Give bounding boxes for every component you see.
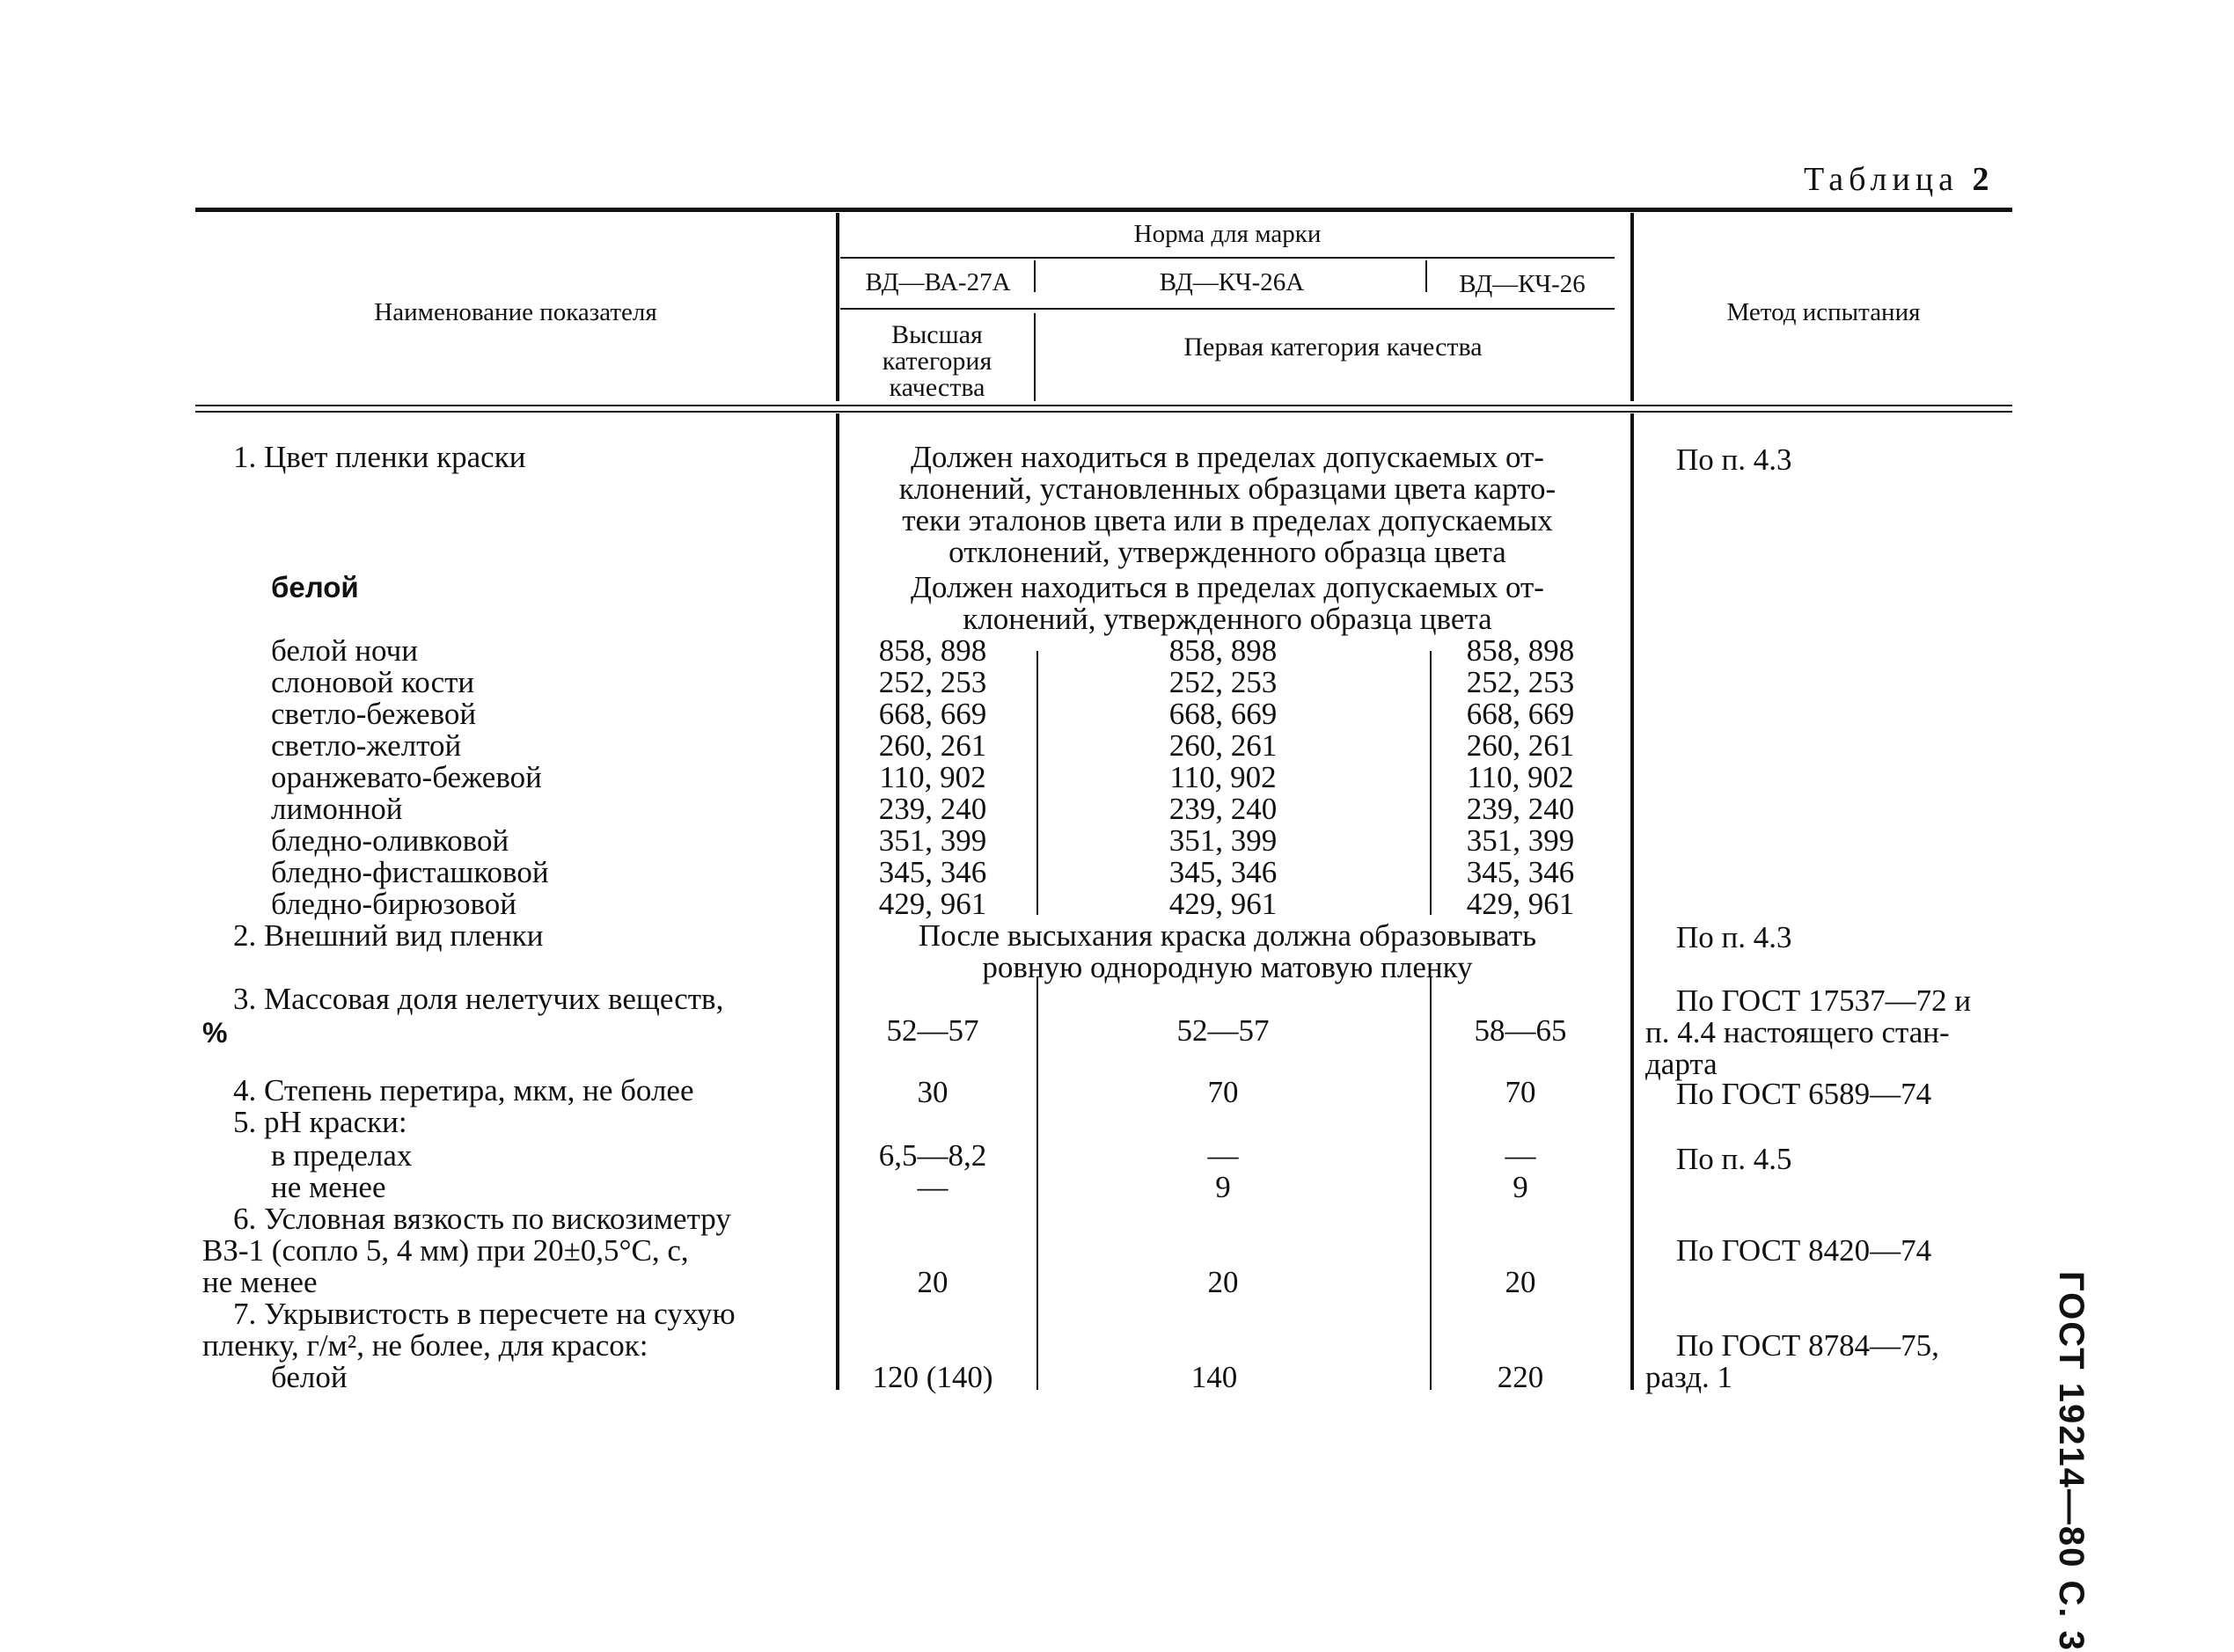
header-method: Метод испытания <box>1726 298 1921 326</box>
value-brand-1: 6,5—8,2 <box>878 1138 987 1173</box>
white-norm-line: клонений, утвержденного образца цвета <box>963 602 1492 636</box>
row3-method <box>1645 985 1971 1080</box>
row3-method-line: дарта <box>1645 1047 1718 1081</box>
value-brand-1: 351, 399 <box>878 823 987 858</box>
row1-norm-line: Должен находиться в пределах допускаемых от- <box>911 440 1544 474</box>
row1-norm-text <box>840 442 1615 568</box>
value-brand-3: 20 <box>1505 1265 1536 1299</box>
row2-label: 2. Внешний вид пленки <box>233 918 544 953</box>
value-brand-2: 20 <box>1207 1265 1239 1299</box>
brand-divider-1 <box>1034 260 1036 292</box>
value-brand-3: 70 <box>1505 1075 1536 1109</box>
value-brand-1: 345, 346 <box>878 855 987 889</box>
category-divider <box>1034 313 1036 401</box>
row7-label-line: 7. Укрывистость в пересчете на сухую <box>233 1297 736 1331</box>
header-category-first: Первая категория качества <box>1183 333 1483 362</box>
value-brand-1: 20 <box>917 1265 949 1299</box>
white-norm-line: Должен находиться в пределах допускаемых от- <box>911 570 1544 604</box>
value-brand-3: 429, 961 <box>1466 887 1575 921</box>
row4-label: 4. Степень перетира, мкм, не более <box>233 1073 694 1107</box>
value-brand-2: — <box>1207 1138 1239 1173</box>
row3-method-line: По ГОСТ 17537—72 и <box>1676 983 1972 1018</box>
table-row <box>0 888 2234 920</box>
table-row <box>0 635 2234 667</box>
table-row <box>0 793 2234 825</box>
value-brand-1: — <box>917 1170 949 1204</box>
value-brand-1: 110, 902 <box>879 760 986 794</box>
row7-sub-label: белой <box>271 1360 348 1394</box>
color-name: слоновой кости <box>271 665 475 699</box>
table-row <box>0 667 2234 698</box>
value-brand-2: 260, 261 <box>1168 728 1278 763</box>
value-brand-2: 858, 898 <box>1168 633 1278 668</box>
row3-method-line: п. 4.4 настоящего стан- <box>1645 1015 1950 1049</box>
row1-label: 1. Цвет пленки краски <box>233 440 526 474</box>
row2-norm-line: После высыхания краска должна образовывать <box>918 918 1537 953</box>
header-bottom-rule-1 <box>195 405 2012 406</box>
value-brand-1: 668, 669 <box>878 697 987 731</box>
table-row <box>0 762 2234 793</box>
row6-label-line: ВЗ-1 (сопло 5, 4 мм) при 20±0,5°С, с, <box>202 1233 689 1268</box>
value-brand-3: 239, 240 <box>1466 792 1575 826</box>
value-brand-3: 260, 261 <box>1466 728 1575 763</box>
row1-method: По п. 4.3 <box>1676 442 1792 477</box>
row2-norm-text <box>840 920 1615 983</box>
row1-norm-line: отклонений, утвержденного образца цвета <box>949 535 1506 569</box>
header-norm: Норма для марки <box>1133 220 1322 248</box>
value-brand-2: 9 <box>1215 1170 1231 1204</box>
table-title <box>1804 160 1989 199</box>
table-top-rule <box>195 208 2012 212</box>
table-row <box>0 730 2234 762</box>
value-brand-3: 110, 902 <box>1467 760 1574 794</box>
color-name: лимонной <box>271 792 403 826</box>
row6-label-line: не менее <box>202 1265 318 1299</box>
value-brand-3: 351, 399 <box>1466 823 1575 858</box>
row1-norm-line: клонений, установленных образцами цвета карто- <box>898 471 1556 506</box>
row6-label-line: 6. Условная вязкость по вискозиметру <box>233 1202 731 1236</box>
ph-sub-label: в пределах <box>271 1138 413 1173</box>
value-brand-1: 52—57 <box>886 1013 979 1048</box>
value-brand-2: 668, 669 <box>1168 697 1278 731</box>
table-row <box>0 825 2234 857</box>
value-brand-1: 120 (140) <box>872 1360 993 1394</box>
color-name: белой ночи <box>271 633 418 668</box>
row3-label-line1: 3. Массовая доля нелетучих веществ, <box>233 982 724 1016</box>
header-brand-3: ВД—КЧ-26 <box>1459 270 1586 298</box>
header-brand-2: ВД—КЧ-26А <box>1159 268 1305 296</box>
value-brand-1: 252, 253 <box>878 665 987 699</box>
value-brand-2: 110, 902 <box>1169 760 1277 794</box>
value-brand-3: 220 <box>1497 1360 1544 1394</box>
row5-method: По п. 4.5 <box>1676 1142 1792 1176</box>
color-name: оранжевато-бежевой <box>271 760 542 794</box>
side-page-stamp: ГОСТ 19214—80 С. 3 <box>2052 1271 2091 1652</box>
value-brand-2: 70 <box>1207 1075 1239 1109</box>
row3-label-line2: % <box>202 1017 228 1049</box>
color-name: бледно-оливковой <box>271 823 509 858</box>
value-brand-2: 351, 399 <box>1168 823 1278 858</box>
value-brand-2: 52—57 <box>1176 1013 1270 1048</box>
header-indicator-name: Наименование показателя <box>374 298 657 326</box>
color-name: светло-желтой <box>271 728 462 763</box>
row7-label-line: пленку, г/м², не более, для красок: <box>202 1328 648 1363</box>
table-row <box>0 1140 2234 1172</box>
row1-norm-line: теки эталонов цвета или в пределах допускаемых <box>902 503 1553 537</box>
white-label: белой <box>271 571 359 603</box>
table-row <box>0 1267 2234 1298</box>
value-brand-2: 429, 961 <box>1168 887 1278 921</box>
table-row <box>0 698 2234 730</box>
row7-method-line: По ГОСТ 8784—75, <box>1676 1328 1939 1363</box>
value-brand-2: 140 <box>1190 1360 1238 1394</box>
row7-method <box>1645 1330 1939 1393</box>
header-category-high: Высшая категория качества <box>882 320 992 402</box>
row6-method: По ГОСТ 8420—74 <box>1676 1233 1932 1268</box>
value-brand-2: 239, 240 <box>1168 792 1278 826</box>
white-norm-text <box>840 572 1615 635</box>
value-brand-3: 58—65 <box>1474 1013 1567 1048</box>
value-brand-2: 345, 346 <box>1168 855 1278 889</box>
color-name: бледно-бирюзовой <box>271 887 516 921</box>
color-name: светло-бежевой <box>271 697 477 731</box>
value-brand-1: 858, 898 <box>878 633 987 668</box>
header-divider-right <box>1630 213 1634 401</box>
table-row <box>0 1172 2234 1203</box>
value-brand-3: 345, 346 <box>1466 855 1575 889</box>
row5-label: 5. pH краски: <box>233 1105 407 1139</box>
ph-sub-label: не менее <box>271 1170 386 1204</box>
value-brand-3: 858, 898 <box>1466 633 1575 668</box>
brand-divider-2 <box>1425 260 1427 292</box>
table-title-number: 2 <box>1972 161 1989 198</box>
value-brand-1: 30 <box>917 1075 949 1109</box>
header-brand-1: ВД—ВА-27А <box>865 268 1011 296</box>
value-brand-1: 239, 240 <box>878 792 987 826</box>
header-bottom-rule-2 <box>195 411 2012 413</box>
header-divider-left <box>836 213 839 401</box>
row4-method: По ГОСТ 6589—74 <box>1676 1077 1932 1111</box>
value-brand-2: 252, 253 <box>1168 665 1278 699</box>
value-brand-3: 252, 253 <box>1466 665 1575 699</box>
color-name: бледно-фисташковой <box>271 855 549 889</box>
table-title-word: Таблица <box>1804 161 1959 198</box>
row7-method-line: разд. 1 <box>1645 1360 1733 1394</box>
value-brand-3: — <box>1505 1138 1536 1173</box>
value-brand-1: 260, 261 <box>878 728 987 763</box>
norm-header-underline <box>840 257 1615 259</box>
row2-norm-line: ровную однородную матовую пленку <box>982 950 1473 984</box>
value-brand-3: 668, 669 <box>1466 697 1575 731</box>
value-brand-1: 429, 961 <box>878 887 987 921</box>
brand-header-underline <box>840 308 1615 310</box>
row2-method: По п. 4.3 <box>1676 920 1792 954</box>
table-row <box>0 857 2234 888</box>
value-brand-3: 9 <box>1513 1170 1528 1204</box>
